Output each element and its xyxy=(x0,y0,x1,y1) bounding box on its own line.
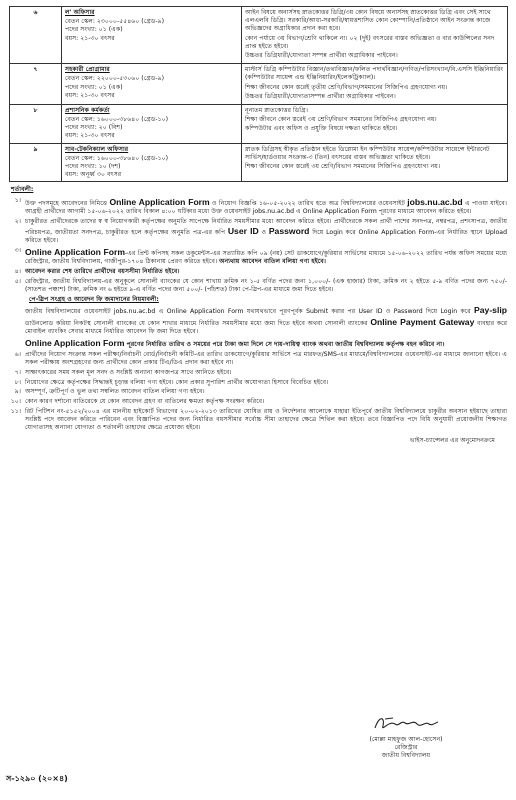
post-requirements xyxy=(242,64,508,105)
post-vacancy: পদের সংখ্যা: ২০ (বিশ) xyxy=(65,124,123,132)
list-item xyxy=(9,268,507,276)
term-text-part: -এর প্রিন্ট কপিসহ সকল ডকুমেন্টস-এর সত্যায়িত কপি ০৯ (নয়) সেট ডাকযোগে/কুরিয়ার সার্ভিসের মাধ্যমে ১৫-০৬-২০২২ তারিখ পর্যন্ত অফিস সময়ের মধ্যে রেজিস্ট্রার, জাতীয় বিশ্ববিদ্যালয়, গাজীপুর-১৭০৪ ঠিকানায় প্রেরণ করিতে হইবে। xyxy=(25,250,507,266)
term-text: রেজিস্ট্রার, জাতীয় বিশ্ববিদ্যালয়-এর অনুকূলে সোনালী ব্যাংকের যে কোন শাখায় ক্রমিক নং ১-৫ বর্ণিত পদের জন্য ১,০০০/- (এক হাজার) টাকা, ক্রমিক নং ২ হইতে ৫-৯ বর্ণিত পদের জন্য ৭৫০/- (সাতশত পঞ্চাশ) টাকা, ক্রমিক নং ৬ হইতে ৯-এ বর্ণিত পদের জন্য ৫০০/- (পাঁচশত) টাকা পে-স্লিপ-এর মাধ্যমে জমা দিতে হইবে। xyxy=(25,277,507,294)
term-emphasis: Online Application Form xyxy=(25,247,126,257)
signature-block xyxy=(336,714,476,761)
post-age: বয়স: ২১-৩০ বৎসর xyxy=(65,34,115,42)
list-item xyxy=(9,398,507,406)
term-number: ৫। xyxy=(14,277,21,285)
term-number xyxy=(9,338,25,349)
signatory-title: রেজিস্ট্রার xyxy=(394,744,418,752)
term-number: ৮। xyxy=(14,378,21,386)
term-number: ৬। xyxy=(14,350,21,358)
list-item xyxy=(9,351,507,367)
term-emphasis: User ID xyxy=(227,225,259,236)
term-text xyxy=(25,197,507,217)
term-text xyxy=(25,305,507,336)
post-vacancy: পদের সংখ্যা: ০১ (এক) xyxy=(65,83,123,91)
term-text xyxy=(25,338,507,349)
approval-line: ভাইস-চ্যান্সেলর এর অনুমোদনক্রমে xyxy=(409,436,495,444)
requirement-text: স্নাতক ডিগ্রিসহ স্বীকৃত প্রতিষ্ঠান হইতে ডিপ্লোমা ইন কম্পিউটার সায়েন্স/কম্পিউটার সায়েন্সে ইন্টারনেট সার্ভিস/হার্ডওয়ার সংক্রান্ত-৩ (তিন) বৎসরের বাস্তব অভিজ্ঞতা থাকিতে হইবে। xyxy=(245,145,490,161)
post-title: ল' অফিসার xyxy=(65,9,95,16)
term-number: ১। xyxy=(14,196,21,204)
terms-list xyxy=(9,197,507,295)
term-text: রিট পিটিশন নং-৫১৫২/২০০৪ এর মাননীয় হাইকোর্ট বিভাগের ২০-০২-২০১৩ তারিখের ঘোষিত রায় ও নির্দেশনার আলোকে যাহারা ইতিপূর্বে জাতীয় বিশ্ববিদ্যালয়ে চাকুরীর অবসান হইয়াছে তাহারা সংশ্লিষ্ট পদে আবেদন করিতে পারিবেন এবং বিজ্ঞাপিত পদের জন্য নির্ধারিত বয়সসীমার সর্বোচ্চ সীমা তাহাদের ক্ষেত্রে শিথিল করা হইবে। তবে বিজ্ঞাপিত পদে বিধি অনুযায়ী প্রয়োজনীয় শিক্ষাগত যোগ্যতাসহ অন্যান্য যোগ্যতা ও শর্তাবলী তাহাদের ক্ষেত্রে প্রযোজ্য হইবে। xyxy=(25,407,507,432)
terms-list-2 xyxy=(9,305,507,432)
term-number: ৩। xyxy=(14,247,21,254)
post-salary: বেতন স্কেল: ২২০০০-৫৩০৬০ (গ্রেড-৯) xyxy=(65,75,165,83)
term-text-part: উক্ত পদসমূহে আবেদনের নিমিত্তে xyxy=(25,199,108,207)
post-title: সহকারী প্রোগ্রামার xyxy=(65,66,110,74)
requirement-text: কম্পিউটার এবং অফিস ও প্রযুক্তি বিষয়ে দক্ষতা থাকিতে হইবে। xyxy=(245,125,398,133)
list-item xyxy=(9,305,507,336)
notice-page xyxy=(9,6,507,445)
term-number xyxy=(9,305,25,336)
term-text-part: জাতীয় বিশ্ববিদ্যালয়ের ওয়েবসাইট jobs.nu.ac.bd এ Online Application Form যথাযথভাবে পূরণপূর্বক Submit করার পর User ID ও Password দিয়ে Login করে xyxy=(25,308,471,316)
requirement-text: মাস্টার্স ডিগ্রি কম্পিউটার বিজ্ঞান/তথ্যবিজ্ঞান/ফলিত পদার্থবিজ্ঞান/গণিত/পরিসংখ্যান/বি.এসসি ইঞ্জিনিয়ারিং (কম্পিউটার সায়েন্স এন্ড ইঞ্জিনিয়ারিং/ইলেকট্রিক্যাল)। xyxy=(245,66,504,82)
term-number: ১০। xyxy=(10,398,21,406)
post-title: সাব-টেকনিক্যাল অফিসার xyxy=(65,145,129,153)
term-text: আবেদন করার শেষ তারিখে প্রার্থীদের বয়সসীমা নির্ধারিত হইবে। xyxy=(25,268,180,276)
term-emphasis: jobs.nu.ac.bd xyxy=(407,196,463,207)
post-title: প্রশাসনিক কর্মকর্তা xyxy=(65,106,110,114)
requirement-text: উচ্চতর ডিগ্রিধারী/যোগ্যতাসম্পন্ন প্রার্থীরা অগ্রাধিকার পাইবেন। xyxy=(245,92,396,100)
term-emphasis: Online Application Form xyxy=(109,196,210,207)
signatory-name: (মোল্লা মাহফুজ আল-হোসেন) xyxy=(369,736,443,743)
term-text-part: এ পাওয়া যাইবে। আগ্রহী প্রার্থীদের আগামী ১৫-০৬-২০২২ তারিখ বিকাল ৪:০০ ঘটিকার মধ্যে উক্ত ওয়েবসাইট jobs.nu.ac.bd এ Online Application Form পূরণের মাধ্যমে আবেদন করিতে হইবে। xyxy=(25,199,508,215)
table-row xyxy=(10,104,508,143)
list-item xyxy=(9,218,507,246)
list-item xyxy=(9,388,507,396)
post-serial: ৮ xyxy=(10,104,62,143)
term-text-part: দিয়ে Login করে Online Application Form-এর নির্ধারিত স্থানে Upload করিতে হইবে। xyxy=(25,228,508,245)
term-text: নিয়োগের ক্ষেত্রে কর্তৃপক্ষের সিদ্ধান্তই চূড়ান্ত বলিয়া গণ্য হইবে। কোন প্রকার সুপারিশ প্রার্থীর অযোগ্যতা হিসাবে বিবেচিত হইবে। xyxy=(25,378,329,386)
term-text-part: চাকুরীরত প্রার্থীদেরকে তাদের স্ব স্ব নিয়োগকারী কর্তৃপক্ষের অনুমতি সাপেক্ষে নির্ধারিত সময়সীমার মধ্যে আবেদন করিতে হইবে। প্রার্থীদেরকে সকল প্রার্থী পাশের সনদপত্র, নম্বরপত্র, প্রশংসাপত্র, জাতীয় পরিচয়পত্র, জাতীয়তা সনদপত্র, চাকুরীরত হলে কর্তৃপক্ষের অনুমতি পত্র-এর কপি xyxy=(25,217,507,236)
term-number: ১১। xyxy=(10,407,21,415)
post-details xyxy=(62,104,242,143)
term-number: ৪। xyxy=(14,268,21,276)
term-text xyxy=(25,218,507,246)
list-item xyxy=(9,379,507,387)
post-salary: বেতন স্কেল: ১৬০০০-৩৮৬৪০ (গ্রেড-১০) xyxy=(65,154,169,162)
post-salary: বেতন স্কেল: ২৩০০০-৫৫৪৬০ (গ্রেড-৯) xyxy=(65,18,165,26)
requirement-text: নূন্যতম স্নাতকোত্তর ডিগ্রি। xyxy=(245,106,308,114)
table-row xyxy=(10,7,508,64)
post-requirements xyxy=(242,104,508,143)
requirement-text: কোন পর্যায়ে ৩য় বিভাগ/শ্রেণি থাকিলে না। ০২ (দুই) বৎসরের বাস্তব অভিজ্ঞতা ও বার কাউন্সিলের সনদ প্রাপ্ত হইতে হইবে। xyxy=(245,34,495,50)
list-item xyxy=(9,197,507,217)
table-row xyxy=(10,64,508,105)
term-emphasis: Pay-slip xyxy=(474,305,507,316)
signature-image xyxy=(371,714,441,734)
term-text-part: ডাউনলোড করিয়া নিকটস্থ সোনালী ব্যাংকের যে কোন শাখার মাধ্যমে নির্ধারিত সময়সীমার মধ্যে জমা দিতে হইবে অথবা সোনালী ব্যাংকের xyxy=(25,319,368,327)
posts-table xyxy=(9,6,508,182)
requirement-text: শিক্ষা জীবনের কোন স্তরেই তৃতীয় শ্রেণি/বিভাগ/সমমানের সিজিপিএ গ্রহণযোগ্য নয়। xyxy=(245,83,448,91)
post-age: বয়স: ২১-৩০ বৎসর xyxy=(65,132,115,140)
post-age: বয়স: অনূর্ধ্ব ৩০ বৎসর xyxy=(65,171,122,179)
term-text-part: অন্যথায় আবেদন বাতিল বলিয়া গণ্য হইবে। xyxy=(219,258,327,266)
post-salary: বেতন স্কেল: ১৬০০০-৩৮৬৪০ (গ্রেড-১০) xyxy=(65,116,169,124)
requirement-text: শিক্ষা জীবনের কোন স্তরেই ৩য় শ্রেণি/বিভাগ সমমানের সিজিপিএ গ্রহণযোগ্য নয়। xyxy=(245,163,441,170)
term-text: সাক্ষাৎকারের সময় সকল মূল সনদ ও সংশ্লিষ্ট অন্যান্য কাগজপত্র সাথে আনিতে হইবে। xyxy=(25,368,232,376)
term-text-part: পূরণের নির্ধারিত তারিখ ও সময়ের পরে টাকা জমা দিলে সে দায়-দায়িত্ব ব্যাংক অথবা জাতীয় বিশ্ববিদ্যালয় কর্তৃপক্ষ বহন করিবে না। xyxy=(126,340,445,348)
post-serial: ৯ xyxy=(10,143,62,182)
term-text: অসম্পূর্ণ, ত্রুটিপূর্ণ ও ভুল তথ্য সম্বলিত আবেদন বাতিল বলিয়া গণ্য হইবে। xyxy=(25,388,205,396)
signatory-organization: জাতীয় বিশ্ববিদ্যালয় xyxy=(381,752,431,760)
term-text-part: ব্যবহার করে মোবাইল ব্যাংকিং সেবার মাধ্যমে নির্ধারিত আবেদন ফি জমা দিতে হইবে। xyxy=(25,319,508,336)
post-serial: ৬ xyxy=(10,7,62,64)
term-text: প্রার্থীদের নিয়োগ সংক্রান্ত সকল পরীক্ষা/নির্বাচনী বোর্ড/নির্বাচনী কমিটি-এর তারিখ ডাকযোগে/কুরিয়ার সার্ভিসে পত্র মারফত/SMS-এর মাধ্যমে/বিশ্ববিদ্যালয়ের ওয়েবসাইট-এর মাধ্যমে জানানো হইবে। এ সকল পরীক্ষায় অংশগ্রহণের জন্য প্রার্থীদের কোন প্রকার টিএ/ডিএ প্রদান করা হইবে না। xyxy=(25,350,507,367)
list-item xyxy=(9,338,507,349)
list-item xyxy=(9,408,507,433)
requirement-text: আইন বিষয়ে অনার্সসহ স্নাতকোত্তর ডিগ্রি/৩য় কোন বিষয়ে অনার্সসহ স্নাতকোত্তর ডিগ্রি এবং সেই সাথে এলএলবি ডিগ্রি। সরকারি/আধা-সরকারি/স্বায়ত্তশাসিত কোন কোম্পানি/প্রতিষ্ঠানে আইন সংক্রান্ত কাজে অভিজ্ঞদের অগ্রাধিকার প্রদান করা হবে। xyxy=(245,9,491,33)
post-age: বয়স: ২১-৩০ বৎসর xyxy=(65,91,115,99)
term-emphasis: Password xyxy=(268,225,310,236)
term-number: ৭। xyxy=(14,368,21,376)
post-details xyxy=(62,143,242,182)
requirement-text: শিক্ষা জীবনে কোন স্তরেই ৩য় শ্রেণি/বিভাগ সমমানের সিজিপিএ গ্রহণযোগ্য নয়। xyxy=(245,116,437,124)
post-requirements xyxy=(242,143,508,182)
term-text-part: ও xyxy=(261,228,267,236)
terms-heading: শর্তাবলী: xyxy=(11,186,34,194)
table-row xyxy=(10,143,508,182)
term-emphasis: Online Application Form xyxy=(25,337,125,348)
post-vacancy: পদের সংখ্যা: ১০ (দশ) xyxy=(65,163,121,170)
list-item xyxy=(9,369,507,377)
list-item xyxy=(9,278,507,294)
post-vacancy: পদের সংখ্যা: ০১ (এক) xyxy=(65,26,123,34)
term-emphasis: Online Payment Gateway xyxy=(370,316,475,327)
term-text-part: ও নিয়োগ বিজ্ঞপ্তি ১৬-০৫-২০২২ তারিখ হতে অত্র বিশ্ববিদ্যালয়ের ওয়েবসাইট xyxy=(212,199,405,207)
requirement-text: উচ্চতর ডিগ্রিধারী/যোগ্যতা সম্পন্ন প্রার্থীরা অগ্রাধিকার পাইবেন। xyxy=(245,51,398,59)
term-text xyxy=(25,247,507,267)
term-number: ৯। xyxy=(14,388,21,396)
post-details xyxy=(62,7,242,64)
post-requirements xyxy=(242,7,508,64)
term-number: ২। xyxy=(14,217,21,225)
memo-number: স-১২৯০ (২০×৪) xyxy=(6,774,68,783)
list-item xyxy=(9,247,507,267)
fee-heading: পে-স্লিপ সংগ্রহ ও আবেদন ফি জমাদানের নিয়মাবলী: xyxy=(29,296,159,304)
post-serial: ৭ xyxy=(10,64,62,105)
term-text: কোন কারণ দর্শানো ব্যতিরেকে যে কোন আবেদন গ্রহণ বা বাতিলের ক্ষমতা কর্তৃপক্ষ সংরক্ষণ করিবে। xyxy=(25,398,265,406)
post-details xyxy=(62,64,242,105)
